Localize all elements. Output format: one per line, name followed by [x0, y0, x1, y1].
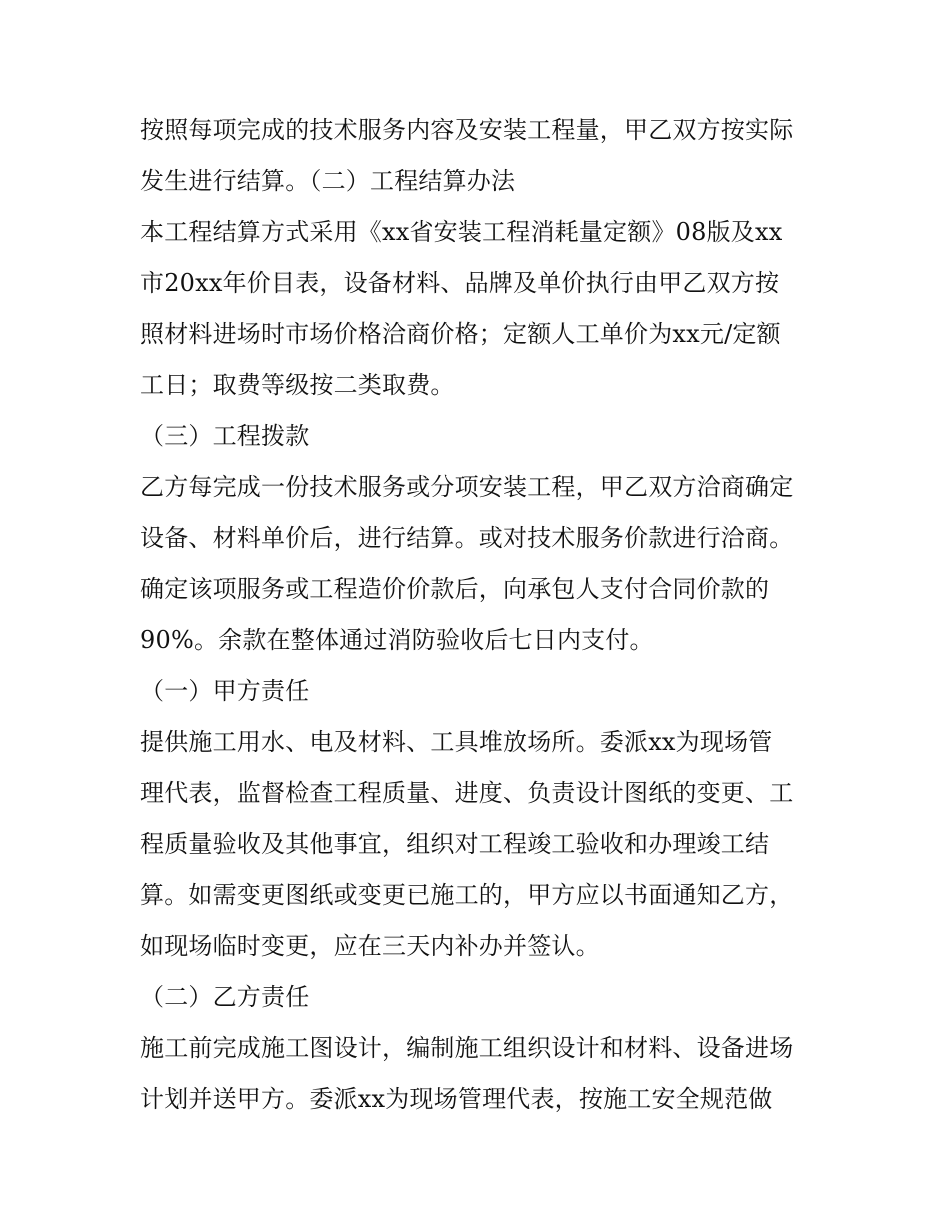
document-line: 按照每项完成的技术服务内容及安装工程量，甲乙双方按实际 — [140, 116, 794, 144]
document-line: 90%。余款在整体通过消防验收后七日内支付。 — [140, 626, 654, 654]
document-line: 本工程结算方式采用《xx省安装工程消耗量定额》08版及xx — [140, 218, 783, 246]
section-heading: （三）工程拨款 — [140, 422, 310, 450]
document-line: 提供施工用水、电及材料、工具堆放场所。委派xx为现场管 — [140, 728, 773, 756]
document-line: 发生进行结算。（二）工程结算办法 — [140, 167, 516, 195]
document-line: 程质量验收及其他事宜，组织对工程竣工验收和办理竣工结 — [140, 830, 770, 858]
section-heading: （一）甲方责任 — [140, 677, 310, 705]
section-heading: （二）乙方责任 — [140, 983, 310, 1011]
document-line: 如现场临时变更，应在三天内补办并签认。 — [140, 932, 600, 960]
document-line: 确定该项服务或工程造价价款后，向承包人支付合同价款的 — [140, 575, 770, 603]
document-line: 算。如需变更图纸或变更已施工的，甲方应以书面通知乙方， — [140, 881, 794, 909]
document-line: 理代表，监督检查工程质量、进度、负责设计图纸的变更、工 — [140, 779, 794, 807]
document-line: 市20xx年价目表，设备材料、品牌及单价执行由甲乙双方按 — [140, 269, 780, 297]
document-line: 工日；取费等级按二类取费。 — [140, 371, 455, 399]
document-line: 乙方每完成一份技术服务或分项安装工程，甲乙双方洽商确定 — [140, 473, 794, 501]
document-line: 计划并送甲方。委派xx为现场管理代表，按施工安全规范做 — [140, 1085, 773, 1113]
document-line: 照材料进场时市场价格洽商价格；定额人工单价为xx元/定额 — [140, 320, 781, 348]
document-line: 设备、材料单价后，进行结算。或对技术服务价款进行洽商。 — [140, 524, 794, 552]
document-line: 施工前完成施工图设计，编制施工组织设计和材料、设备进场 — [140, 1034, 794, 1062]
